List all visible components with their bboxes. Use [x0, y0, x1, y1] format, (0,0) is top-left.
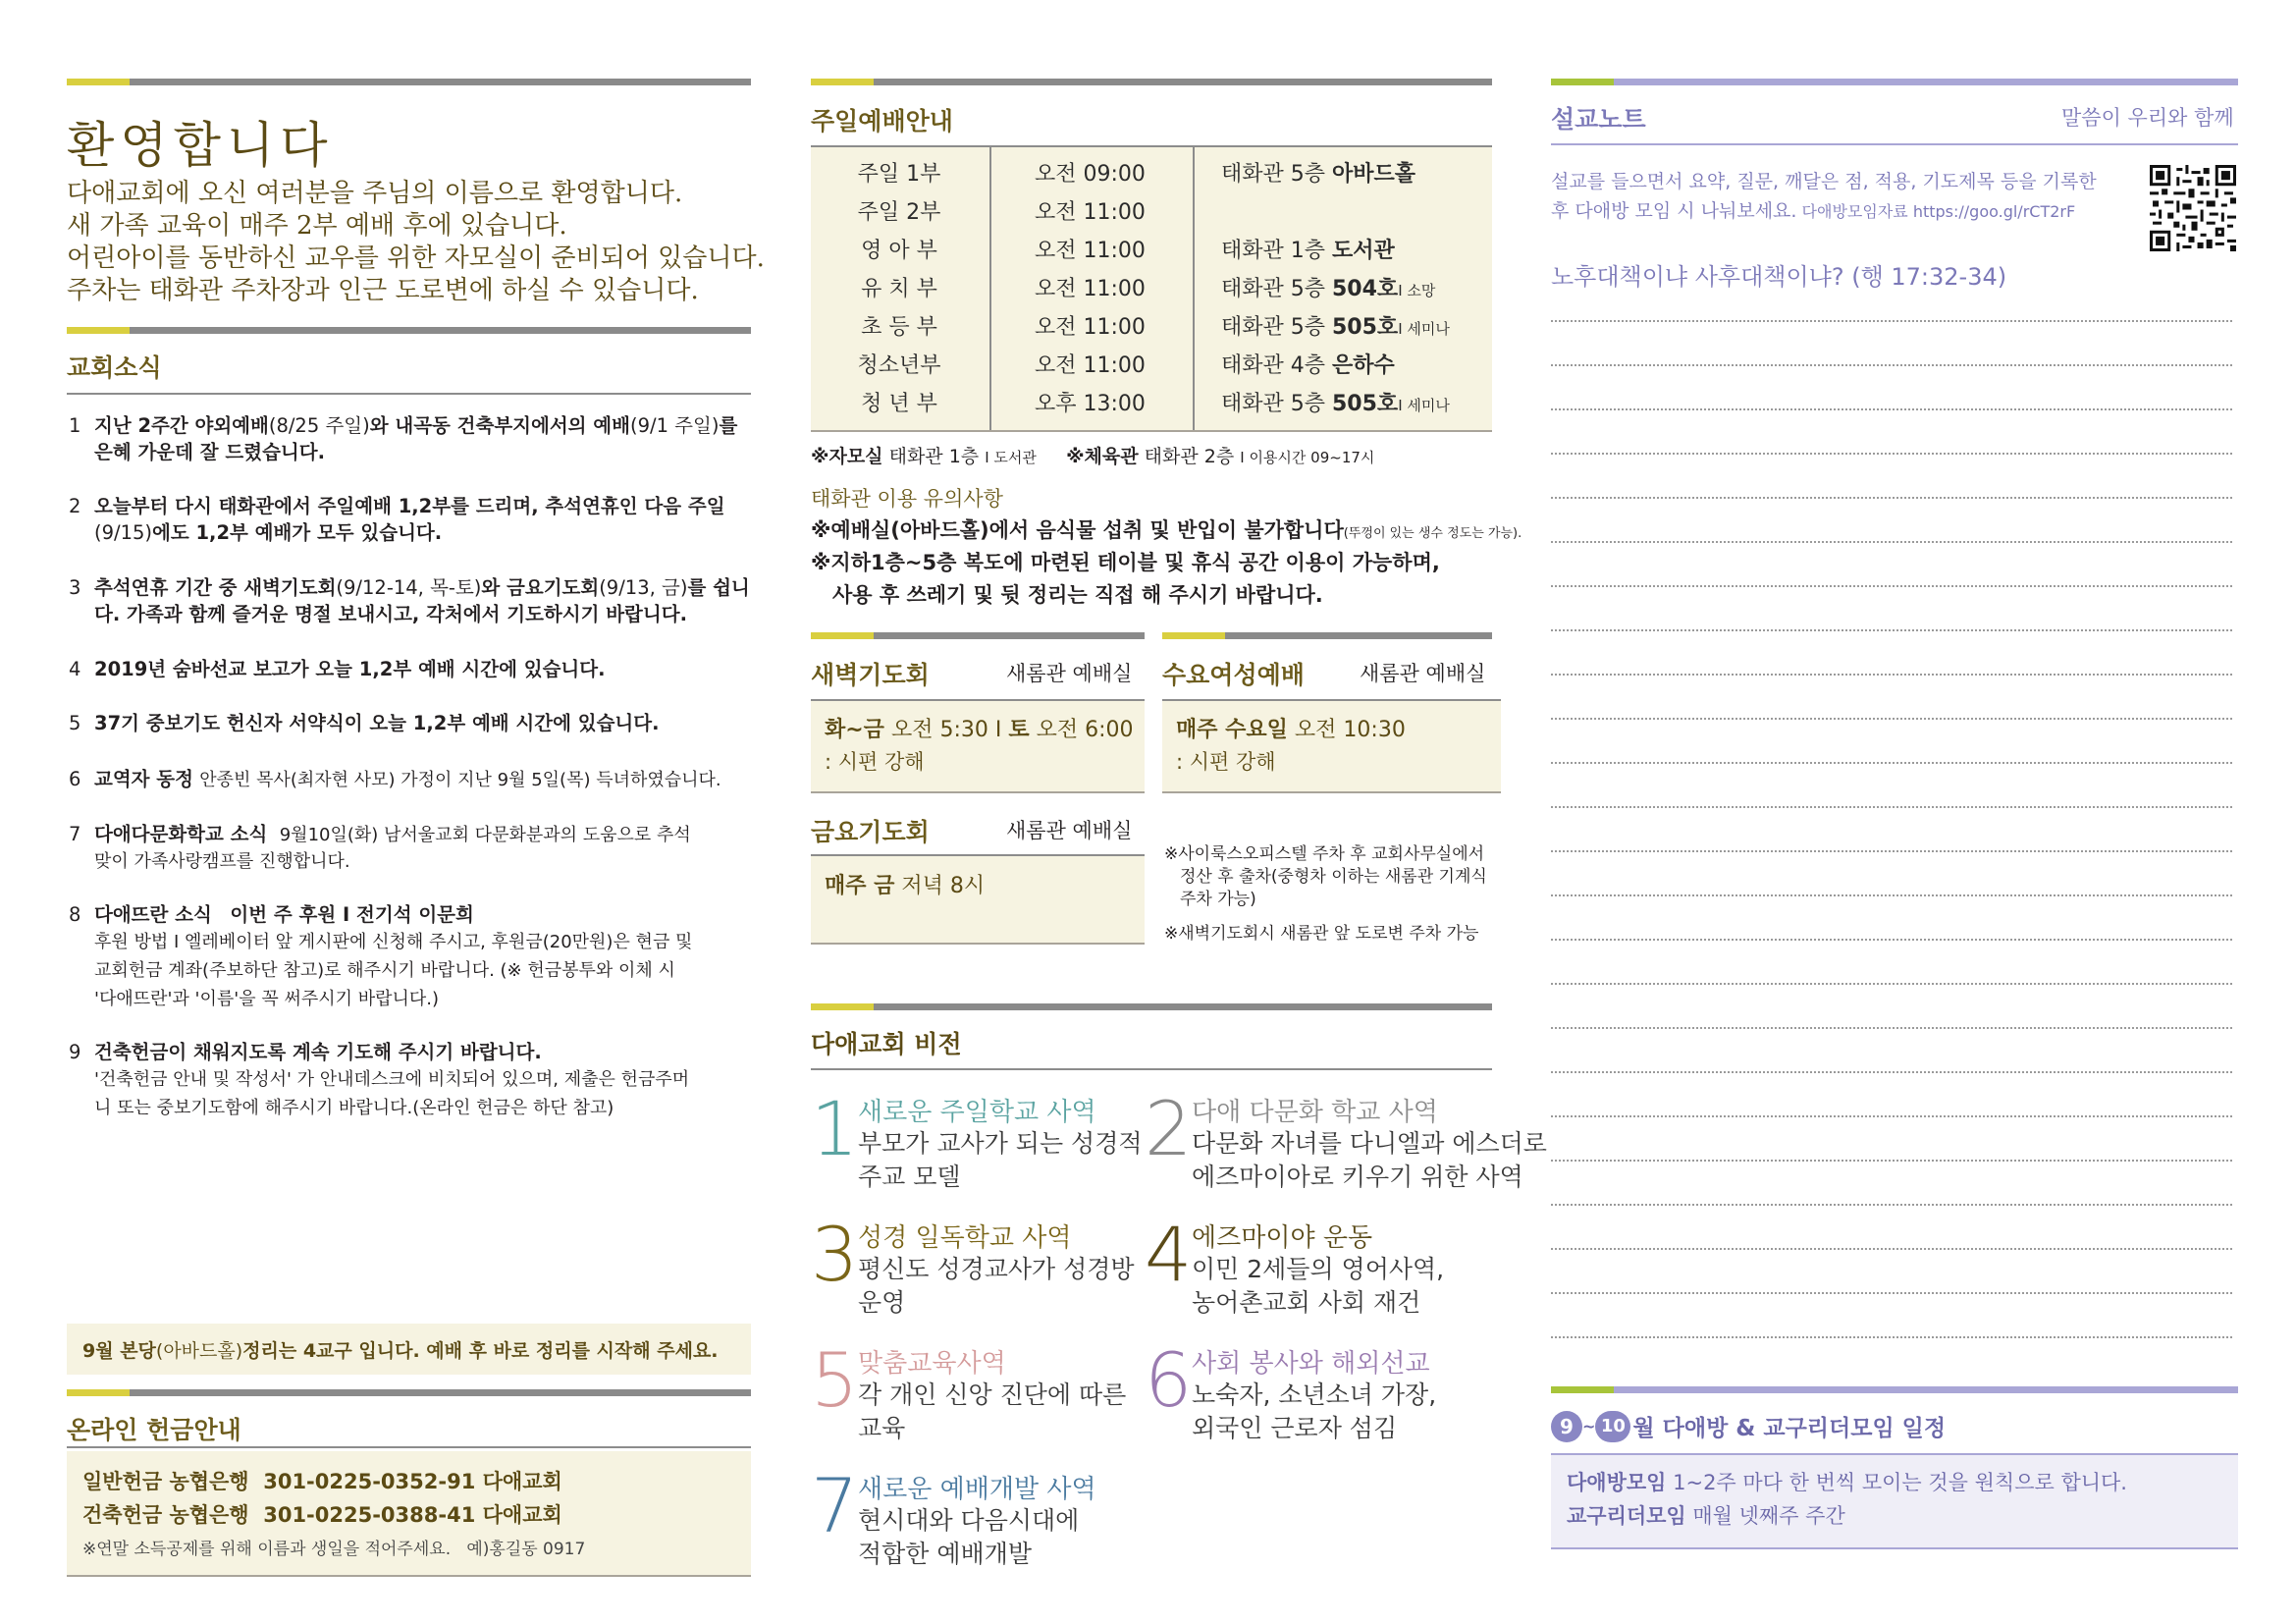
worship-row — [811, 349, 1492, 387]
vision-title-text: 다애 다문화 학교 사역 — [1192, 1098, 1438, 1127]
online-box-bottom — [67, 1575, 751, 1577]
fri-title: 금요기도회 — [811, 818, 930, 846]
note-line[interactable] — [1551, 983, 2232, 985]
vision-title-text: 새로운 예배개발 사역 — [858, 1475, 1096, 1504]
note-line[interactable] — [1551, 806, 2232, 808]
welcome-line-1: 다애교회에 오신 여러분을 주님의 이름으로 환영합니다. — [67, 179, 683, 208]
news-title: 교회소식 — [67, 353, 162, 382]
service-name: 영 아 부 — [861, 239, 937, 263]
text: '건축헌금 안내 및 작성서' 가 안내데스크에 비치되어 있으며, 제출은 헌금주머 — [94, 1069, 690, 1090]
schedule-header — [1551, 1410, 1946, 1445]
vision-title-text: 성경 일독학교 사역 — [858, 1223, 1072, 1253]
text: 504호 — [1332, 277, 1399, 301]
item-number: 1 — [69, 414, 81, 437]
online-rule — [67, 1446, 751, 1448]
online-account-building: 건축헌금 농협은행 301-0225-0388-41 다애교회 — [82, 1503, 562, 1527]
vision-number: 2 — [1145, 1085, 1193, 1172]
text: 와 금요기도회 — [481, 576, 600, 599]
worship-row — [811, 234, 1492, 272]
vision-title-text: 사회 봉사와 해외선교 — [1192, 1349, 1430, 1379]
note-line[interactable] — [1551, 850, 2232, 852]
service-name: 주일 2부 — [857, 200, 941, 225]
vision-desc: 에즈마이아로 키우기 위한 사역 — [1192, 1163, 1523, 1191]
text: 37기 중보기도 헌신자 서약식이 오늘 1,2부 예배 시간에 있습니다. — [94, 712, 660, 734]
accent-segment — [811, 79, 874, 85]
item-number: 6 — [69, 768, 81, 790]
qr-code-icon[interactable] — [2150, 165, 2236, 251]
text: 다애방모임자료 https://goo.gl/rCT2rF — [1796, 202, 2076, 221]
note-line[interactable] — [1551, 1248, 2232, 1250]
service-time: 오전 11:00 — [1035, 200, 1146, 225]
service-place — [1221, 157, 1415, 188]
text: (9/13, 금) — [599, 576, 688, 599]
dawn-title: 새벽기도회 — [811, 661, 930, 689]
month-badge-10: 10 — [1595, 1411, 1630, 1442]
text: 1~2주 마다 한 번씩 모이는 것을 원칙으로 합니다. — [1666, 1471, 2127, 1494]
accent-segment — [1551, 1386, 1614, 1393]
sermon-title: 설교노트 — [1551, 105, 1646, 134]
service-time: 오전 09:00 — [1035, 162, 1146, 187]
vision-number: 3 — [811, 1211, 859, 1298]
note-line[interactable] — [1551, 497, 2232, 499]
wed-topic: : 시편 강해 — [1176, 750, 1276, 774]
worship-row — [811, 272, 1492, 310]
text: 후원 방법 I 엘레베이터 앞 게시판에 신청해 주시고, 후원금(20만원)은 현금 및 — [94, 932, 693, 952]
text: 추석연휴 기간 중 새벽기도회 — [94, 576, 337, 599]
text: ※예배실(아바드홀)에서 음식물 섭취 및 반입이 불가합니다 — [811, 518, 1344, 542]
text: (9/15) — [94, 521, 153, 544]
accent-segment — [67, 79, 130, 85]
vision-desc: 부모가 교사가 되는 성경적 — [858, 1129, 1143, 1158]
text: 다애다문화학교 소식 — [94, 823, 268, 845]
dawn-box-bottom — [811, 791, 1145, 793]
vision-desc: 현시대와 다음시대에 — [858, 1506, 1080, 1535]
service-place — [1221, 349, 1395, 379]
text: ※체육관 — [1066, 446, 1139, 467]
dawn-topic: : 시편 강해 — [825, 750, 925, 774]
news-rule — [67, 393, 751, 395]
sermon-passage: 노후대책이냐 사후대책이냐? (행 17:32-34) — [1551, 263, 2007, 291]
text: 태화관 2층 — [1144, 446, 1235, 467]
vision-desc: 노숙자, 소년소녀 가장, — [1192, 1380, 1437, 1409]
text: 를 쉽니 — [687, 576, 750, 599]
usage-line-1 — [811, 514, 1522, 544]
fri-place: 새롬관 예배실 — [1006, 819, 1133, 842]
text: 아바드홀 — [1332, 162, 1416, 187]
vision-top-bar — [811, 1003, 1492, 1010]
schedule-top-bar — [1551, 1386, 2238, 1393]
worship-row — [811, 195, 1492, 234]
text: (8/25 주일) — [268, 414, 370, 437]
service-time: 오전 11:00 — [1035, 239, 1146, 263]
service-name: 청소년부 — [857, 353, 941, 378]
cleanup-text — [82, 1336, 719, 1363]
vision-desc: 교육 — [858, 1414, 906, 1442]
note-line[interactable] — [1551, 453, 2232, 455]
note-line[interactable] — [1551, 718, 2232, 720]
text: I 이용시간 09~17시 — [1240, 449, 1375, 466]
text: 화~금 — [825, 718, 884, 742]
worship-top-bar — [811, 79, 1492, 85]
note-line[interactable] — [1551, 320, 2232, 322]
text: 오전 10:30 — [1287, 718, 1406, 742]
note-line[interactable] — [1551, 1336, 2232, 1338]
text: 매월 넷째주 주간 — [1685, 1504, 1845, 1528]
text: 이번 주 후원 I 전기석 이문희 — [230, 903, 474, 926]
dawn-place: 새롬관 예배실 — [1006, 662, 1133, 685]
text: 505호 — [1332, 315, 1399, 340]
text: 다애방모임 — [1567, 1471, 1667, 1494]
tilde: ~ — [1582, 1417, 1596, 1435]
worship-footnote — [811, 442, 1374, 468]
vision-desc: 이민 2세들의 영어사역, — [1192, 1255, 1445, 1283]
welcome-title: 환영합니다 — [67, 117, 334, 174]
accent-segment — [811, 632, 874, 639]
service-place — [1221, 272, 1435, 302]
note-line[interactable] — [1551, 1292, 2232, 1294]
item-number: 4 — [69, 658, 81, 680]
text: 교회헌금 계좌(주보하단 참고)로 해주시기 바랍니다. (※ 헌금봉투와 이체 시 — [94, 960, 675, 981]
wed-time — [1176, 713, 1406, 743]
welcome-line-2: 새 가족 교육이 매주 2부 예배 후에 있습니다. — [67, 211, 567, 241]
worship-row — [811, 310, 1492, 349]
accent-segment — [67, 327, 130, 334]
service-time: 오후 13:00 — [1035, 392, 1146, 416]
vision-number: 1 — [811, 1085, 859, 1172]
service-place — [1221, 387, 1450, 417]
text: 9월 본당 — [82, 1340, 156, 1362]
item-number: 7 — [69, 823, 81, 845]
vision-desc: 각 개인 신앙 진단에 따른 — [858, 1380, 1127, 1409]
wed-place: 새롬관 예배실 — [1360, 662, 1486, 685]
text: 에도 1,2부 예배가 모두 있습니다. — [152, 521, 443, 544]
text: 태화관 4층 — [1221, 353, 1325, 378]
note-line[interactable] — [1551, 939, 2232, 941]
text: (아바드홀) — [155, 1340, 243, 1362]
service-place — [1221, 310, 1450, 341]
service-name: 유 치 부 — [861, 277, 937, 301]
text: 교역자 동정 — [94, 768, 193, 790]
text: 를 — [719, 414, 738, 437]
service-name: 청 년 부 — [861, 392, 937, 416]
text: 안종빈 목사(최자현 사모) 가정이 지난 9월 5일(목) 득녀하였습니다. — [199, 770, 721, 790]
worship-row — [811, 387, 1492, 425]
note-line[interactable] — [1551, 408, 2232, 410]
welcome-line-3: 어린아이를 동반하신 교우를 위한 자모실이 준비되어 있습니다. — [67, 244, 765, 273]
sermon-top-bar — [1551, 79, 2238, 85]
text: 다애뜨란 소식 — [94, 903, 212, 926]
item-number: 2 — [69, 495, 81, 517]
item-number: 9 — [69, 1041, 81, 1063]
text: 다. 가족과 함께 즐거운 명절 보내시고, 각처에서 기도하시기 바랍니다. — [94, 603, 687, 625]
item-number: 3 — [69, 576, 81, 599]
note-line[interactable] — [1551, 1204, 2232, 1206]
worship-row — [811, 157, 1492, 195]
accent-segment — [811, 1003, 874, 1010]
dawn-time — [825, 713, 1134, 743]
vision-desc: 외국인 근로자 섬김 — [1192, 1414, 1398, 1442]
service-time: 오전 11:00 — [1035, 315, 1146, 340]
text: 맞이 가족사랑캠프를 진행합니다. — [94, 851, 350, 872]
vision-desc: 농어촌교회 사회 재건 — [1192, 1288, 1421, 1317]
vision-number: 4 — [1145, 1211, 1193, 1298]
vision-desc: 평신도 성경교사가 성경방 — [858, 1255, 1135, 1283]
welcome-top-bar — [67, 79, 751, 85]
worship-title: 주일예배안내 — [811, 107, 953, 135]
text: 태화관 1층 — [1221, 239, 1325, 263]
usage-line-2: ※지하1층~5층 복도에 마련된 테이블 및 휴식 공간 이용이 가능하며, — [811, 551, 1440, 574]
sermon-desc-1: 설교를 들으면서 요약, 질문, 깨달은 점, 적용, 기도제목 등을 기록한 — [1551, 171, 2097, 192]
sermon-rule — [1551, 143, 2238, 145]
accent-segment — [67, 1389, 130, 1396]
online-title: 온라인 헌금안내 — [67, 1416, 241, 1444]
parking-note-4: ※새벽기도회시 새롬관 앞 도로변 주차 가능 — [1164, 924, 1479, 944]
text: 태화관 1층 — [888, 446, 980, 467]
vision-number: 5 — [811, 1336, 859, 1424]
vision-desc: 적합한 예배개발 — [858, 1540, 1032, 1568]
item-number: 5 — [69, 712, 81, 734]
schedule-box-bottom — [1551, 1547, 2238, 1549]
vision-desc: 주교 모델 — [858, 1163, 961, 1191]
welcome-line-4: 주차는 태화관 주차장과 인근 도로변에 하실 수 있습니다. — [67, 276, 699, 305]
service-time: 오전 11:00 — [1035, 277, 1146, 301]
text: 와 내곡동 건축부지에서의 예배 — [369, 414, 630, 437]
service-name: 초 등 부 — [861, 315, 937, 340]
note-line[interactable] — [1551, 1160, 2232, 1162]
item-number: 8 — [69, 903, 81, 926]
text: 저녁 8시 — [894, 874, 986, 898]
worship-table-bottom — [811, 430, 1492, 432]
note-line[interactable] — [1551, 1115, 2232, 1117]
vision-title: 다애교회 비전 — [811, 1030, 962, 1058]
note-line[interactable] — [1551, 1027, 2232, 1029]
text: 태화관 5층 — [1221, 392, 1325, 416]
vision-desc: 다문화 자녀를 다니엘과 에스더로 — [1192, 1129, 1547, 1158]
text: 지난 2주간 야외예배 — [94, 414, 269, 437]
parking-note-3: 주차 가능) — [1180, 890, 1256, 909]
text: 2019년 숨바선교 보고가 오늘 1,2부 예배 시간에 있습니다. — [94, 658, 606, 680]
usage-line-3: 사용 후 쓰레기 및 뒷 정리는 직접 해 주시기 바랍니다. — [832, 583, 1323, 607]
text: 9월10일(화) 남서울교회 다문화분과의 도움으로 추석 — [279, 825, 691, 845]
vision-desc: 운영 — [858, 1288, 906, 1317]
wed-box-bottom — [1162, 791, 1501, 793]
text: 태화관 5층 — [1221, 315, 1325, 340]
text: 도서관 — [1332, 239, 1395, 263]
vision-number: 7 — [811, 1462, 859, 1549]
text: 오전 6:00 — [1029, 718, 1134, 742]
text: 매주 금 — [825, 874, 895, 898]
accent-segment — [1551, 79, 1614, 85]
text: 은혜 가운데 잘 드렸습니다. — [94, 441, 325, 463]
schedule-title: 월 다애방 & 교구리더모임 일정 — [1632, 1416, 1947, 1441]
fri-time — [825, 869, 985, 899]
text: 매주 수요일 — [1176, 718, 1288, 742]
service-name: 주일 1부 — [857, 162, 941, 187]
text: 태화관 5층 — [1221, 277, 1325, 301]
text: 교구리더모임 — [1567, 1504, 1686, 1528]
service-place — [1221, 234, 1395, 264]
online-top-bar — [67, 1389, 751, 1396]
note-line[interactable] — [1551, 1071, 2232, 1073]
sermon-tagline: 말씀이 우리와 함께 — [2061, 106, 2234, 130]
parking-note-2: 정산 후 출차(중형차 이하는 새롬관 기계식 — [1180, 867, 1487, 887]
note-line[interactable] — [1551, 585, 2232, 587]
text: 오전 5:30 I — [883, 718, 1009, 742]
vision-rule — [811, 1068, 1492, 1070]
text: 505호 — [1332, 392, 1399, 416]
schedule-row-1 — [1567, 1467, 2127, 1496]
text: (9/12-14, 목-토) — [336, 576, 482, 599]
service-time: 오전 11:00 — [1035, 353, 1146, 378]
note-line[interactable] — [1551, 674, 2232, 676]
note-line[interactable] — [1551, 762, 2232, 764]
online-note: ※연말 소득공제를 위해 이름과 생일을 적어주세요. 예)홍길동 0917 — [82, 1540, 586, 1559]
text: I 소망 — [1398, 282, 1436, 299]
note-line[interactable] — [1551, 894, 2232, 896]
vision-title-text: 맞춤교육사역 — [858, 1349, 1006, 1379]
vision-title-text: 새로운 주일학교 사역 — [858, 1098, 1096, 1127]
text: I 도서관 — [985, 449, 1037, 466]
wed-top-bar — [1162, 632, 1492, 639]
text: 정리는 4교구 입니다. 예배 후 바로 정리를 시작해 주세요. — [242, 1340, 719, 1362]
text: 태화관 5층 — [1221, 162, 1325, 187]
wed-title: 수요여성예배 — [1162, 661, 1305, 689]
vision-title-text: 에즈마이야 운동 — [1192, 1223, 1373, 1253]
vision-number: 6 — [1145, 1336, 1193, 1424]
dawn-top-bar — [811, 632, 1145, 639]
fri-box-bottom — [811, 943, 1145, 945]
note-line[interactable] — [1551, 541, 2232, 543]
text: 토 — [1008, 718, 1030, 742]
text: '다애뜨란'과 '이름'을 꼭 써주시기 바랍니다.) — [94, 989, 440, 1009]
text: (뚜껑이 있는 생수 정도는 가능). — [1343, 526, 1522, 541]
text: 은하수 — [1332, 353, 1395, 378]
text: 니 또는 중보기도함에 해주시기 바랍니다.(온라인 헌금은 하단 참고) — [94, 1098, 614, 1118]
text: 오늘부터 다시 태화관에서 주일예배 1,2부를 드리며, 추석연휴인 다음 주일 — [94, 495, 725, 517]
schedule-row-2 — [1567, 1500, 1845, 1530]
note-line[interactable] — [1551, 364, 2232, 366]
online-account-general: 일반헌금 농협은행 301-0225-0352-91 다애교회 — [82, 1470, 562, 1493]
text: (9/1 주일) — [629, 414, 720, 437]
text: ※자모실 — [811, 446, 883, 467]
usage-title: 태화관 이용 유의사항 — [811, 487, 1003, 511]
parking-note-1: ※사이룩스오피스텔 주차 후 교회사무실에서 — [1164, 844, 1485, 864]
text: 건축헌금이 채워지도록 계속 기도해 주시기 바랍니다. — [94, 1041, 542, 1063]
text: I 세미나 — [1398, 320, 1450, 338]
note-line[interactable] — [1551, 629, 2232, 631]
accent-segment — [1162, 632, 1225, 639]
text: 후 다애방 모임 시 나눠보세요. — [1551, 200, 1797, 222]
text: I 세미나 — [1398, 397, 1450, 414]
month-badge-9: 9 — [1551, 1411, 1582, 1442]
news-top-bar — [67, 327, 751, 334]
sermon-desc-2 — [1551, 196, 2075, 223]
